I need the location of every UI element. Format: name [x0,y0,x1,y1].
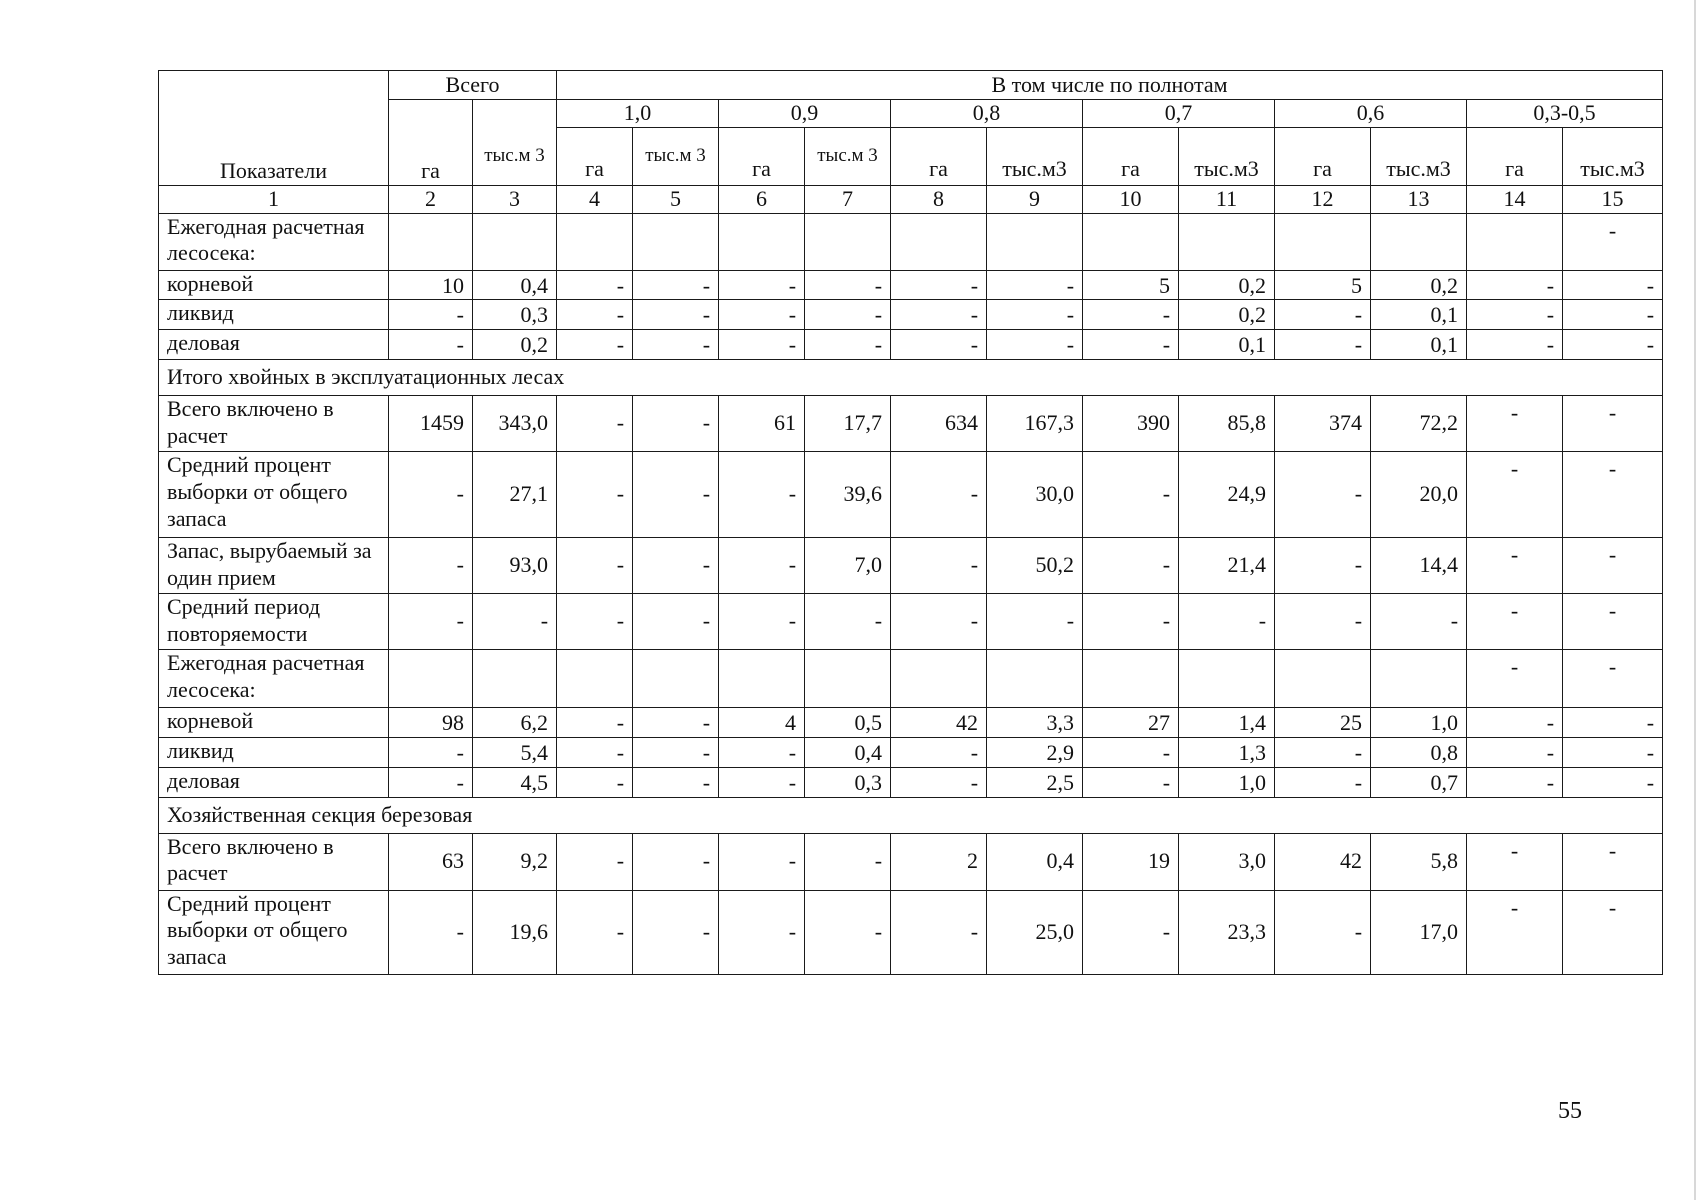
indicator-label: Средний процент выборки от общего запаса [159,452,389,538]
value-cell: - [633,737,719,767]
density-header: 0,7 [1083,100,1275,128]
value-cell: - [719,300,805,330]
value-cell [389,213,473,270]
value-cell [633,213,719,270]
indicator-label: Ежегодная расчетная лесосека: [159,650,389,708]
value-cell: - [987,330,1083,360]
value-cell: - [1083,594,1179,650]
value-cell: - [719,767,805,797]
value-cell: - [1563,708,1663,738]
value-cell: 0,8 [1371,737,1467,767]
value-cell: 0,4 [473,270,557,300]
value-cell: - [1083,890,1179,974]
value-cell: - [1467,708,1563,738]
value-cell: - [1083,452,1179,538]
value-cell: 19,6 [473,890,557,974]
value-cell [1179,213,1275,270]
value-cell [1275,650,1371,708]
value-cell: - [1467,767,1563,797]
value-cell: 0,1 [1179,330,1275,360]
table-row [159,833,1663,890]
table-row [159,330,1663,360]
value-cell: - [557,767,633,797]
value-cell: 390 [1083,396,1179,452]
value-cell [891,213,987,270]
value-cell: 1,0 [1179,767,1275,797]
value-cell: - [805,270,891,300]
value-cell: - [719,890,805,974]
value-cell: - [557,890,633,974]
value-cell: - [891,300,987,330]
indicators-header: Показатели [159,71,389,186]
value-cell: - [891,890,987,974]
value-cell: 3,0 [1179,833,1275,890]
value-cell: - [1467,594,1563,650]
value-cell: - [557,452,633,538]
value-cell: 0,2 [473,330,557,360]
value-cell: - [633,330,719,360]
value-cell: 42 [1275,833,1371,890]
density-header: 0,6 [1275,100,1467,128]
table-row [159,650,1663,708]
value-cell: 3,3 [987,708,1083,738]
column-number-cell: 2 [389,185,473,213]
value-cell [891,650,987,708]
value-cell: 0,4 [987,833,1083,890]
section-row [159,797,1663,833]
value-cell: - [1563,890,1663,974]
value-cell: 0,2 [1179,300,1275,330]
value-cell: 63 [389,833,473,890]
column-number-cell: 10 [1083,185,1179,213]
value-cell: 21,4 [1179,538,1275,594]
value-cell [1467,213,1563,270]
column-number-cell: 6 [719,185,805,213]
value-cell: 0,2 [1371,270,1467,300]
value-cell: 1,0 [1371,708,1467,738]
unit-header: тыс.м3 [987,127,1083,185]
unit-header: тыс.м 3 [805,127,891,185]
indicator-label: деловая [159,767,389,797]
table-row [159,300,1663,330]
value-cell: - [719,737,805,767]
value-cell: - [1467,650,1563,708]
value-cell: - [389,767,473,797]
value-cell: 0,7 [1371,767,1467,797]
value-cell [719,213,805,270]
column-number-cell: 8 [891,185,987,213]
value-cell: - [1179,594,1275,650]
value-cell: - [1275,330,1371,360]
indicator-label: Всего включено в расчет [159,833,389,890]
indicator-label: ликвид [159,300,389,330]
value-cell: - [1563,737,1663,767]
density-header: 1,0 [557,100,719,128]
page-edge-shadow [1694,0,1696,1200]
column-number-cell: 13 [1371,185,1467,213]
column-number-cell: 15 [1563,185,1663,213]
value-cell: - [1563,300,1663,330]
value-cell: - [987,594,1083,650]
value-cell: 72,2 [1371,396,1467,452]
value-cell: 85,8 [1179,396,1275,452]
value-cell: 4 [719,708,805,738]
value-cell: 1,4 [1179,708,1275,738]
column-number-cell: 9 [987,185,1083,213]
total-header: Всего [389,71,557,100]
table-row [159,594,1663,650]
value-cell: - [1467,396,1563,452]
value-cell: 0,1 [1371,300,1467,330]
table-header [159,71,1663,214]
density-header: 0,9 [719,100,891,128]
value-cell [1179,650,1275,708]
indicator-label: Средний период повторяемости [159,594,389,650]
value-cell: - [805,300,891,330]
total-ha-header: га [389,100,473,186]
value-cell: 5 [1275,270,1371,300]
column-number-cell: 1 [159,185,389,213]
column-numbers-row [159,185,1663,213]
section-title: Хозяйственная секция березовая [159,797,1663,833]
value-cell: - [1563,650,1663,708]
value-cell: - [805,890,891,974]
value-cell [473,213,557,270]
value-cell: - [633,767,719,797]
table-row [159,396,1663,452]
unit-header: тыс.м3 [1563,127,1663,185]
value-cell: 61 [719,396,805,452]
value-cell: - [389,737,473,767]
value-cell: - [805,330,891,360]
table-row [159,452,1663,538]
value-cell: 30,0 [987,452,1083,538]
table-row [159,708,1663,738]
value-cell: 98 [389,708,473,738]
value-cell: - [1467,270,1563,300]
value-cell [473,650,557,708]
value-cell: 6,2 [473,708,557,738]
value-cell: - [389,890,473,974]
value-cell: - [719,833,805,890]
value-cell [987,650,1083,708]
value-cell: 42 [891,708,987,738]
density-header: 0,3-0,5 [1467,100,1663,128]
value-cell: 25 [1275,708,1371,738]
value-cell [557,650,633,708]
value-cell: - [1563,396,1663,452]
value-cell: - [891,270,987,300]
value-cell: - [1083,300,1179,330]
indicator-label: ликвид [159,737,389,767]
value-cell: 0,3 [473,300,557,330]
value-cell: - [1467,300,1563,330]
value-cell: 4,5 [473,767,557,797]
value-cell: - [557,594,633,650]
column-number-cell: 7 [805,185,891,213]
value-cell: 0,3 [805,767,891,797]
value-cell: 23,3 [1179,890,1275,974]
value-cell: 39,6 [805,452,891,538]
value-cell: - [719,330,805,360]
column-number-cell: 14 [1467,185,1563,213]
column-number-cell: 12 [1275,185,1371,213]
value-cell [1083,650,1179,708]
value-cell: - [557,538,633,594]
value-cell: - [1563,213,1663,270]
value-cell: - [633,300,719,330]
value-cell: - [987,270,1083,300]
value-cell [987,213,1083,270]
value-cell: 27,1 [473,452,557,538]
value-cell: 0,2 [1179,270,1275,300]
value-cell: 1,3 [1179,737,1275,767]
value-cell: - [1275,737,1371,767]
value-cell: 14,4 [1371,538,1467,594]
value-cell: - [389,594,473,650]
value-cell [633,650,719,708]
value-cell: - [557,300,633,330]
unit-header: га [557,127,633,185]
value-cell: 25,0 [987,890,1083,974]
unit-header: тыс.м 3 [633,127,719,185]
table-row [159,538,1663,594]
value-cell: - [1083,737,1179,767]
indicator-label: Всего включено в расчет [159,396,389,452]
value-cell: - [389,452,473,538]
value-cell: - [805,594,891,650]
value-cell: 19 [1083,833,1179,890]
value-cell: - [1275,300,1371,330]
value-cell: - [633,452,719,538]
value-cell: - [1083,767,1179,797]
value-cell [1371,213,1467,270]
value-cell: - [557,330,633,360]
value-cell: - [1467,538,1563,594]
value-cell: 20,0 [1371,452,1467,538]
value-cell: - [1563,767,1663,797]
value-cell: - [1467,890,1563,974]
value-cell: - [891,594,987,650]
value-cell: - [1083,330,1179,360]
value-cell: 7,0 [805,538,891,594]
column-number-cell: 3 [473,185,557,213]
value-cell: - [557,737,633,767]
value-cell: 0,4 [805,737,891,767]
value-cell: 634 [891,396,987,452]
table-row [159,737,1663,767]
value-cell: - [891,538,987,594]
value-cell: - [805,833,891,890]
value-cell: 0,1 [1371,330,1467,360]
including-by-density-header: В том числе по полнотам [557,71,1663,100]
value-cell: - [557,270,633,300]
column-number-cell: 4 [557,185,633,213]
table-row [159,767,1663,797]
page-number: 55 [1558,1098,1582,1124]
value-cell: - [1563,270,1663,300]
value-cell: - [891,452,987,538]
total-volume-header: тыс.м 3 [473,100,557,186]
section-title: Итого хвойных в эксплуатационных лесах [159,360,1663,396]
unit-header: га [1467,127,1563,185]
value-cell: - [1275,767,1371,797]
value-cell: - [719,270,805,300]
value-cell: 27 [1083,708,1179,738]
value-cell: 24,9 [1179,452,1275,538]
value-cell: 2,9 [987,737,1083,767]
value-cell: 9,2 [473,833,557,890]
density-header: 0,8 [891,100,1083,128]
value-cell [557,213,633,270]
value-cell: - [633,270,719,300]
value-cell: 374 [1275,396,1371,452]
unit-header: га [1083,127,1179,185]
indicator-label: Ежегодная расчетная лесосека: [159,213,389,270]
value-cell: 343,0 [473,396,557,452]
value-cell: - [557,708,633,738]
value-cell: - [891,767,987,797]
value-cell [805,213,891,270]
value-cell: - [1467,452,1563,538]
value-cell: - [1467,833,1563,890]
value-cell [719,650,805,708]
value-cell: - [389,330,473,360]
value-cell: 50,2 [987,538,1083,594]
value-cell: - [891,737,987,767]
indicator-label: Запас, вырубаемый за один прием [159,538,389,594]
value-cell: - [633,538,719,594]
table-body [159,213,1663,974]
value-cell: - [1467,737,1563,767]
value-cell: - [557,396,633,452]
value-cell: - [633,396,719,452]
value-cell: 2,5 [987,767,1083,797]
value-cell: - [633,708,719,738]
value-cell [389,650,473,708]
value-cell: - [987,300,1083,330]
value-cell: 17,0 [1371,890,1467,974]
indicator-label: деловая [159,330,389,360]
unit-header: тыс.м3 [1179,127,1275,185]
value-cell: 5,8 [1371,833,1467,890]
value-cell: - [1275,594,1371,650]
value-cell: 167,3 [987,396,1083,452]
value-cell [1083,213,1179,270]
value-cell: - [1563,538,1663,594]
value-cell: - [719,452,805,538]
indicator-label: корневой [159,708,389,738]
value-cell: - [1275,452,1371,538]
value-cell: - [891,330,987,360]
value-cell: - [1563,452,1663,538]
value-cell [1371,650,1467,708]
value-cell: - [1467,330,1563,360]
value-cell: - [1563,330,1663,360]
value-cell: - [389,300,473,330]
table-row [159,270,1663,300]
value-cell: - [633,594,719,650]
value-cell: - [1275,890,1371,974]
value-cell: 5 [1083,270,1179,300]
value-cell: 17,7 [805,396,891,452]
unit-header: га [891,127,987,185]
value-cell: 1459 [389,396,473,452]
forest-stock-table [158,70,1663,975]
table-row [159,890,1663,974]
value-cell [1275,213,1371,270]
unit-header: тыс.м3 [1371,127,1467,185]
value-cell: - [633,890,719,974]
value-cell: - [719,594,805,650]
value-cell: - [1371,594,1467,650]
value-cell: - [719,538,805,594]
value-cell: 0,5 [805,708,891,738]
value-cell: - [389,538,473,594]
value-cell [805,650,891,708]
value-cell: 10 [389,270,473,300]
value-cell: - [1275,538,1371,594]
value-cell: - [1563,833,1663,890]
indicator-label: корневой [159,270,389,300]
value-cell: - [557,833,633,890]
section-row [159,360,1663,396]
value-cell: 2 [891,833,987,890]
value-cell: - [473,594,557,650]
indicator-label: Средний процент выборки от общего запаса [159,890,389,974]
value-cell: 93,0 [473,538,557,594]
value-cell: - [633,833,719,890]
column-number-cell: 5 [633,185,719,213]
value-cell: - [1563,594,1663,650]
unit-header: га [719,127,805,185]
unit-header: га [1275,127,1371,185]
value-cell: 5,4 [473,737,557,767]
column-number-cell: 11 [1179,185,1275,213]
value-cell: - [1083,538,1179,594]
table-row [159,213,1663,270]
